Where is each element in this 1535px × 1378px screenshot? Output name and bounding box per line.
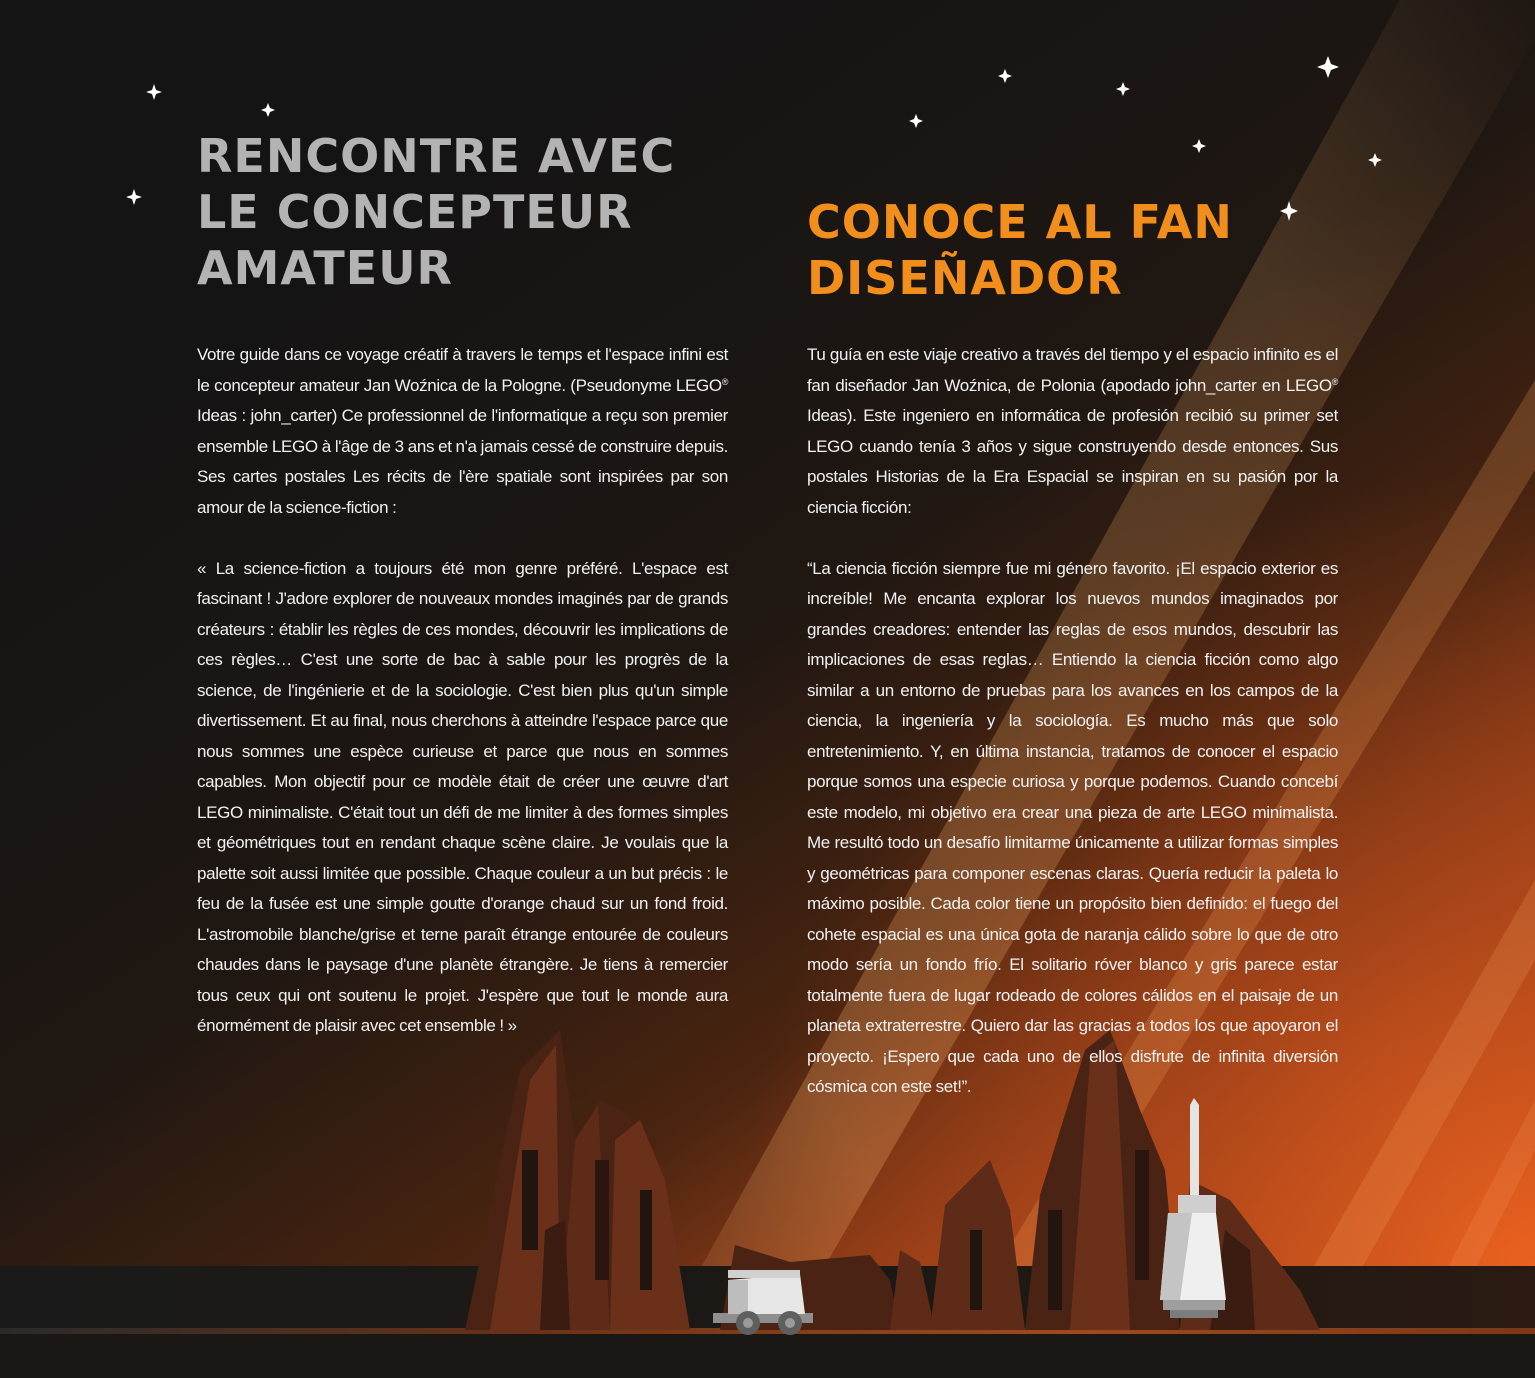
spanish-title — [807, 194, 1338, 306]
french-body — [197, 340, 728, 1042]
registered-mark: ® — [721, 376, 728, 387]
french-title-line: RENCONTRE AVEC — [197, 129, 676, 183]
spanish-column — [807, 194, 1338, 1103]
french-intro-part: Votre guide dans ce voyage créatif à travers le temps et l'espace infini est le concepteur amateur Jan Woźnica de la Pologne. (Pseudonyme LEGO — [197, 345, 728, 395]
spanish-title-line: DISEÑADOR — [807, 251, 1123, 305]
french-title — [197, 128, 728, 296]
registered-mark: ® — [1331, 376, 1338, 387]
spanish-body — [807, 340, 1338, 1103]
spanish-title-line: CONOCE AL FAN — [807, 195, 1233, 249]
spanish-intro — [807, 340, 1338, 523]
spanish-intro-part: Tu guía en este viaje creativo a través del tiempo y el espacio infinito es el fan diseñador Jan Woźnica, de Polonia (apodado john_carter en LEGO — [807, 345, 1338, 395]
french-intro-part: Ideas : john_carter) Ce professionnel de l'informatique a reçu son premier ensemble LEGO à l'âge de 3 ans et n'a jamais cessé de construire depuis. Ses cartes postales Les récits de l'ère spatiale sont inspirées par son amour de la science-fiction : — [197, 406, 728, 517]
french-column — [197, 128, 728, 1042]
spanish-intro-part: Ideas). Este ingeniero en informática de profesión recibió su primer set LEGO cuando tenía 3 años y sigue construyendo desde entonces. Sus postales Historias de la Era Espacial se inspiran en su pasión por la ciencia ficción: — [807, 406, 1338, 517]
french-intro — [197, 340, 728, 523]
french-title-line: AMATEUR — [197, 241, 453, 295]
french-title-line: LE CONCEPTEUR — [197, 185, 633, 239]
french-quote: « La science-fiction a toujours été mon genre préféré. L'espace est fascinant ! J'adore explorer de nouveaux mondes imaginés par de grands créateurs : établir les règles de ces mondes, découvrir les implications de ces règles… C'est une sorte de bac à sable pour les progrès de la science, de l'ingénierie et de la sociologie. C'est bien plus qu'un simple divertissement. Et au final, nous cherchons à atteindre l'espace parce que nous sommes une espèce curieuse et parce que nous en sommes capables. Mon objectif pour ce modèle était de créer une œuvre d'art LEGO minimaliste. C'était tout un défi de me limiter à des formes simples et géométriques tout en rendant chaque scène claire. Je voulais que la palette soit aussi limitée que possible. Chaque couleur a un but précis : le feu de la fusée est une simple goutte d'orange chaud sur un fond froid. L'astromobile blanche/grise et terne paraît étrange entourée de couleurs chaudes dans le paysage d'une planète étrangère. Je tiens à remercier tous ceux qui ont soutenu le projet. J'espère que tout le monde aura énormément de plaisir avec cet ensemble ! » — [197, 558, 728, 1035]
spanish-quote: “La ciencia ficción siempre fue mi género favorito. ¡El espacio exterior es increíble! Me encanta explorar los nuevos mundos imaginados por grandes creadores: entender las reglas de esos mundos, descubrir las implicaciones de esas reglas… Entiendo la ciencia ficción como algo similar a un entorno de pruebas para los avances en los campos de la ciencia, la ingeniería y la sociología. Es mucho más que solo entretenimiento. Y, en última instancia, tratamos de conocer el espacio porque somos una especie curiosa y porque podemos. Cuando concebí este modelo, mi objetivo era crear una pieza de arte LEGO minimalista. Me resultó todo un desafío limitarme únicamente a utilizar formas simples y geométricas para componer escenas claras. Quería reducir la paleta lo máximo posible. Cada color tiene un propósito bien definido: el fuego del cohete espacial es una única gota de naranja cálido sobre lo que de otro modo sería un fondo frío. El solitario róver blanco y gris parece estar totalmente fuera de lugar rodeado de colores cálidos en el paisaje de un planeta extraterrestre. Quiero dar las gracias a todos los que apoyaron el proyecto. ¡Espero que cada uno de ellos disfrute de infinita diversión cósmica con este set!”. — [807, 558, 1338, 1096]
